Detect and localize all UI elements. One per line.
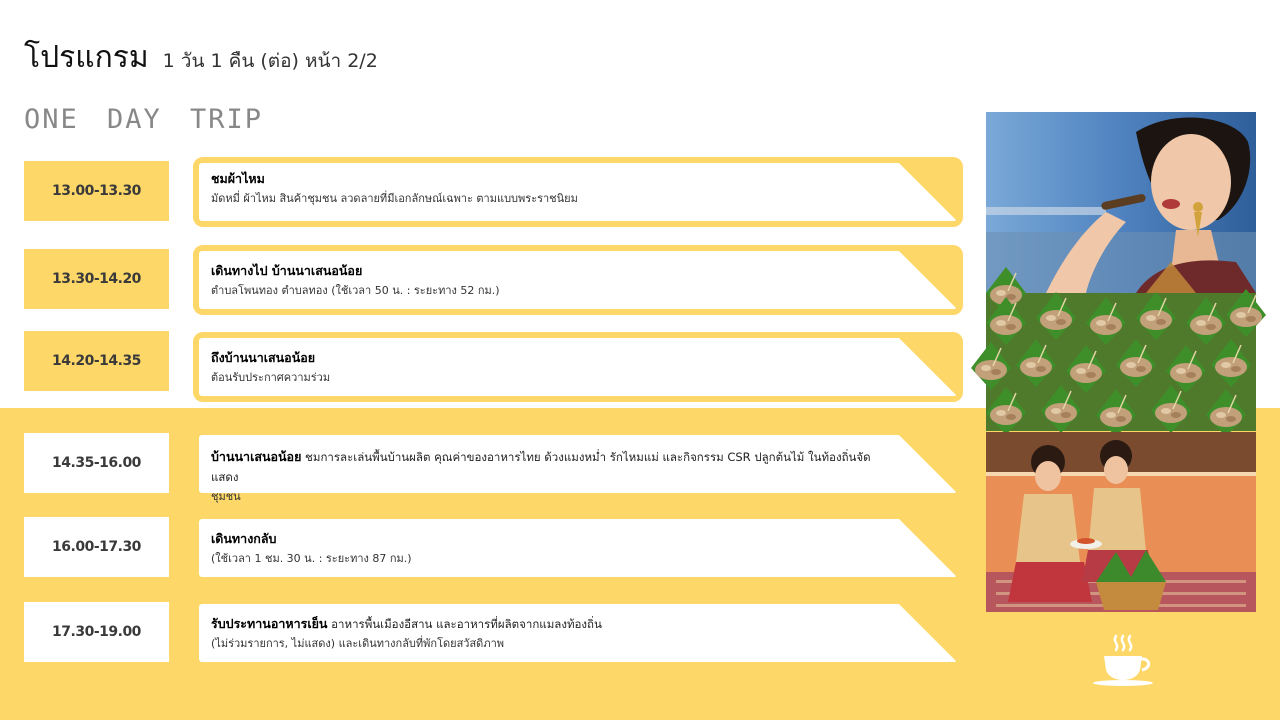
activity-description: (ใช้เวลา 1 ชม. 30 น. : ระยะทาง 87 กม.) [211,552,412,565]
schedule-card [193,598,963,668]
activity-title: ชมผ้าไหม [211,171,265,186]
card-fold-corner [899,338,957,396]
schedule-card-body [199,519,957,577]
activity-description: ต้อนรับประกาศความร่วม [211,371,331,384]
activity-description: ชุมชน [211,490,241,503]
page-header [24,34,378,81]
card-fold-corner [899,604,957,662]
page-subtitle: 1 วัน 1 คืน (ต่อ) หน้า 2/2 [162,50,378,72]
photo-fried-insects-in-leaf-cups [986,293,1256,431]
photo-woman-eating-insect [986,112,1256,293]
activity-title: รับประทานอาหารเย็น [211,616,328,631]
page-title: โปรแกรม [24,40,149,75]
schedule-card-body [199,604,957,662]
card-fold-corner [899,519,957,577]
schedule-card [193,513,963,583]
schedule-card [193,332,963,402]
schedule-card [193,245,963,315]
activity-title: เดินทางกลับ [211,531,277,546]
activity-title: เดินทางไป บ้านนาเสนอน้อย [211,263,363,278]
schedule-card [193,157,963,227]
time-slot: 13.30-14.20 [24,249,169,309]
time-slot: 14.20-14.35 [24,331,169,391]
coffee-cup-icon [1092,634,1154,686]
schedule-card-body [199,251,957,309]
card-fold-corner [899,251,957,309]
schedule-card-body [199,163,957,221]
schedule-card-body [199,435,957,503]
activity-description: ตำบลโพนทอง ตำบลทอง (ใช้เวลา 50 น. : ระยะทาง 52 กม.) [211,284,500,297]
photo-women-serving-food [986,432,1256,612]
time-slot: 14.35-16.00 [24,433,169,493]
activity-detail: อาหารพื้นเมืองอีสาน และอาหารที่ผลิตจากแมลงท้องถิ่น [327,617,602,631]
activity-description: มัดหมี่ ผ้าไหม สินค้าชุมชน ลวดลายที่มีเอกลักษณ์เฉพาะ ตามแบบพระราชนิยม [211,192,578,205]
time-slot: 13.00-13.30 [24,161,169,221]
trip-label: ONE DAY TRIP [24,104,264,135]
schedule-card-body [199,338,957,396]
activity-title: ถึงบ้านนาเสนอน้อย [211,350,316,365]
schedule-card [193,429,963,503]
card-fold-corner [899,163,957,221]
time-slot: 16.00-17.30 [24,517,169,577]
activity-title: บ้านนาเสนอน้อย [211,449,302,464]
activity-description: (ไม่ร่วมรายการ, ไม่แสดง) และเดินทางกลับที่พักโดยสวัสดิภาพ [211,637,504,650]
time-slot: 17.30-19.00 [24,602,169,662]
card-fold-corner [899,435,957,493]
activity-detail: ชมการละเล่นพื้นบ้านผลิต คุณค่าของอาหารไทย ด้วงแมงหม่ำ รักไหมแม่ และกิจกรรม CSR ปลูกต้นไม้ ในท้องถิ่นจัดแสดง [211,450,871,484]
